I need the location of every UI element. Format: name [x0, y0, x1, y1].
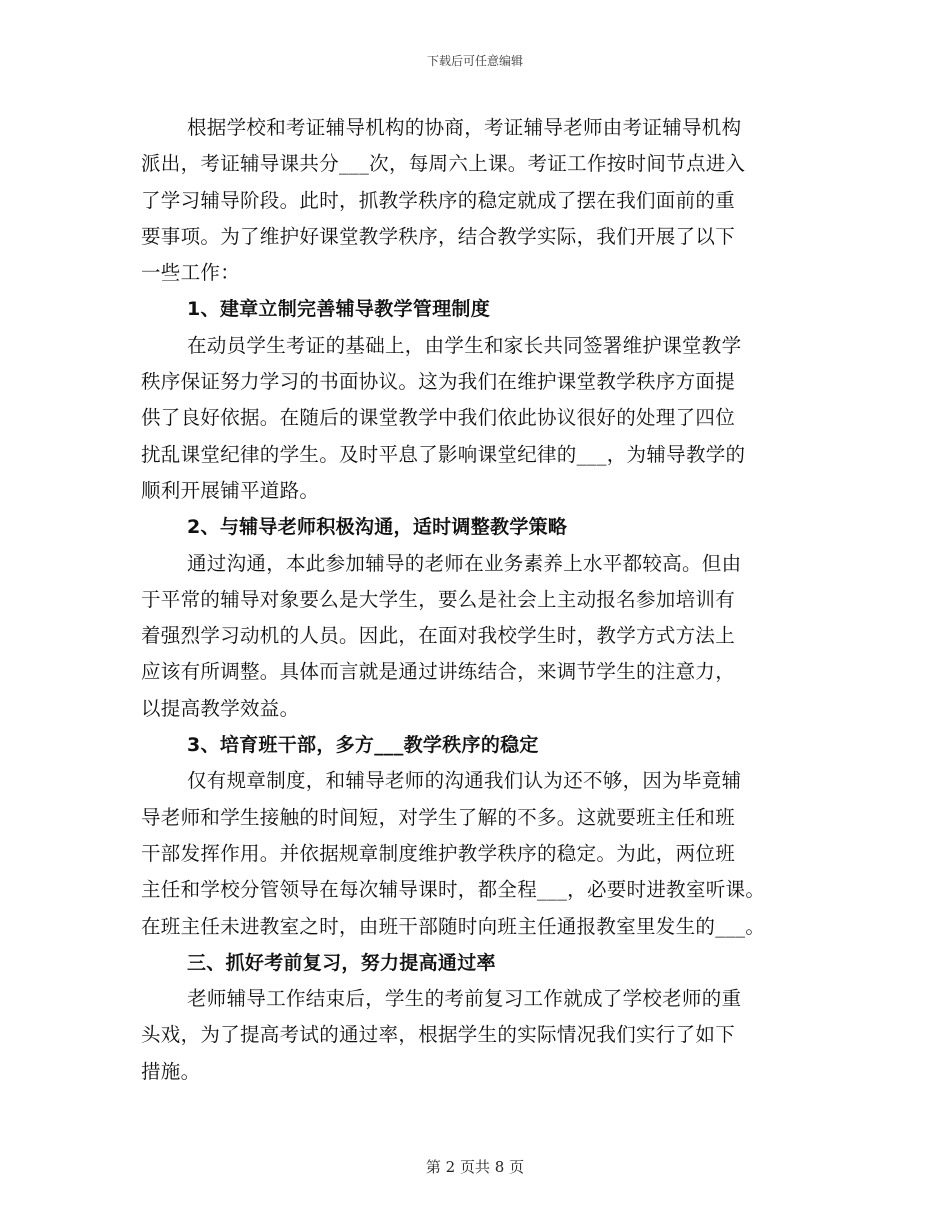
- paragraph-line: 措施。: [141, 1059, 201, 1083]
- paragraph-line: 老师辅导工作结束后，学生的考前复习工作就成了学校老师的重: [187, 987, 742, 1011]
- paragraph-line: 仅有规章制度，和辅导老师的沟通我们认为还不够，因为毕竟辅: [187, 769, 742, 793]
- section-heading: 1、建章立制完善辅导教学管理制度: [187, 298, 491, 321]
- section-heading: 2、与辅导老师积极沟通，适时调整教学策略: [187, 516, 568, 539]
- section-heading: 3、培育班干部，多方___教学秩序的稳定: [187, 734, 539, 757]
- paragraph-line: 在动员学生考证的基础上，由学生和家长共同签署维护课堂教学: [187, 333, 742, 357]
- paragraph-line: 导老师和学生接触的时间短，对学生了解的不多。这就要班主任和班: [141, 805, 736, 829]
- paragraph-line: 根据学校和考证辅导机构的协商，考证辅导老师由考证辅导机构: [187, 116, 742, 139]
- paragraph-line: 应该有所调整。具体而言就是通过讲练结合，来调节学生的注意力，: [141, 660, 736, 684]
- paragraph-line: 要事项。为了维护好课堂教学秩序，结合教学实际，我们开展了以下: [141, 224, 736, 248]
- page-footer: 第 2 页共 8 页: [425, 1158, 525, 1176]
- paragraph-line: 扰乱课堂纪律的学生。及时平息了影响课堂纪律的___，为辅导教学的: [141, 442, 746, 466]
- paragraph-line: 顺利开展铺平道路。: [141, 478, 320, 502]
- paragraph-line: 干部发挥作用。并依据规章制度维护教学秩序的稳定。为此，两位班: [141, 841, 736, 865]
- paragraph-line: 主任和学校分管领导在每次辅导课时，都全程___，必要时进教室听课。: [141, 878, 766, 902]
- section-heading: 三、抓好考前复习，努力提高通过率: [187, 951, 496, 974]
- paragraph-line: 以提高教学效益。: [141, 696, 300, 720]
- paragraph-line: 派出，考证辅导课共分___次，每周六上课。考证工作按时间节点进入: [141, 152, 746, 176]
- paragraph-line: 于平常的辅导对象要么是大学生，要么是社会上主动报名参加培训有: [141, 587, 736, 611]
- paragraph-line: 通过沟通，本此参加辅导的老师在业务素养上水平都较高。但由: [187, 551, 742, 575]
- document-body: [141, 110, 821, 1090]
- paragraph-line: 头戏，为了提高考试的通过率，根据学生的实际情况我们实行了如下: [141, 1023, 736, 1047]
- paragraph-line: 一些工作：: [141, 261, 241, 285]
- page-header: 下载后可任意编辑: [426, 54, 523, 68]
- paragraph-line: 秩序保证努力学习的书面协议。这为我们在维护课堂教学秩序方面提: [141, 370, 736, 394]
- paragraph-line: 在班主任未进教室之时，由班干部随时向班主任通报教室里发生的___。: [141, 914, 766, 938]
- paragraph-line: 了学习辅导阶段。此时，抓教学秩序的稳定就成了摆在我们面前的重: [141, 188, 736, 212]
- paragraph-line: 着强烈学习动机的人员。因此，在面对我校学生时，教学方式方法上: [141, 624, 736, 648]
- paragraph-line: 供了良好依据。在随后的课堂教学中我们依此协议很好的处理了四位: [141, 406, 736, 430]
